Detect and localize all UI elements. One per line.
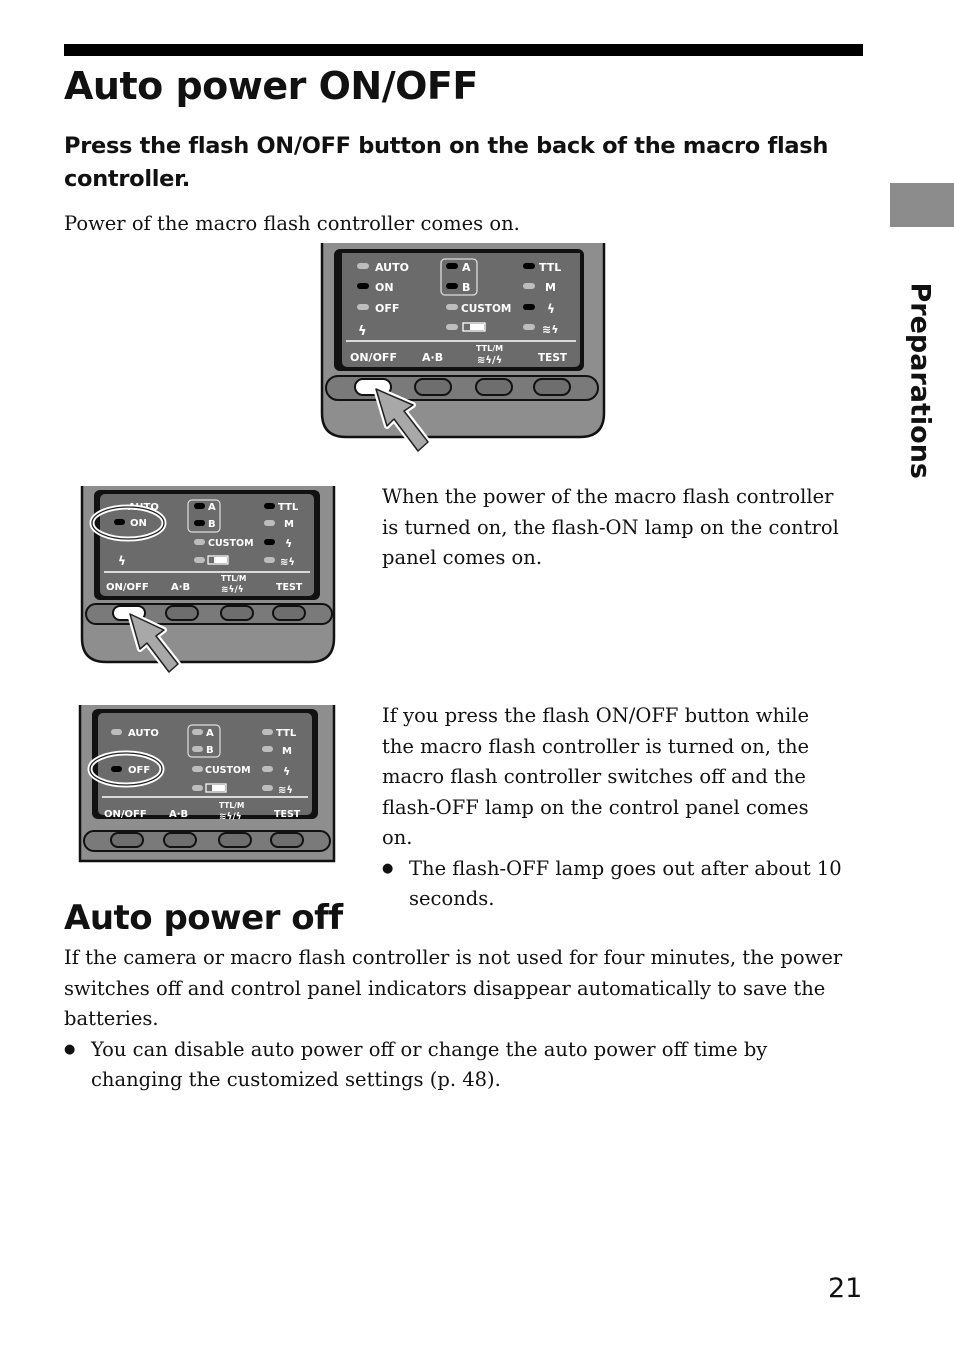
svg-text:OFF: OFF (128, 765, 151, 776)
svg-text:≋ϟ/ϟ: ≋ϟ/ϟ (219, 812, 242, 822)
svg-text:TTL/M: TTL/M (221, 574, 247, 583)
para-power-on: When the power of the macro flash controller is turned on, the flash-ON lamp on the control panel comes on. (382, 485, 839, 569)
auto-power-off-block (64, 943, 844, 1096)
svg-text:≋ϟ: ≋ϟ (280, 557, 295, 568)
off-led (357, 304, 369, 310)
svg-text:ϟ: ϟ (283, 765, 291, 778)
svg-text:A: A (208, 502, 216, 513)
control-panel-figure-1 (320, 243, 610, 455)
svg-text:ON/OFF: ON/OFF (106, 582, 149, 593)
svg-text:A·B: A·B (171, 582, 191, 593)
label-ttl: TTL (539, 261, 562, 274)
auto-power-off-heading: Auto power off (64, 898, 343, 938)
ttlm-button[interactable] (476, 379, 512, 395)
svg-text:≋ϟ: ≋ϟ (278, 785, 293, 796)
svg-text:≋ϟ/ϟ: ≋ϟ/ϟ (477, 355, 503, 366)
btn-label-ab: A·B (422, 351, 444, 364)
on-led (357, 283, 369, 289)
label-on: ON (375, 281, 394, 294)
label-off: OFF (375, 302, 400, 315)
step-heading: Press the flash ON/OFF button on the back of the macro flash controller. (64, 133, 829, 192)
svg-text:CUSTOM: CUSTOM (205, 765, 251, 776)
bullet-dot: ● (382, 860, 394, 876)
control-panel-figure-3 (78, 705, 338, 863)
svg-text:ON/OFF: ON/OFF (104, 809, 147, 820)
label-b: B (462, 281, 471, 294)
power-off-block (382, 701, 842, 915)
label-auto: AUTO (375, 261, 409, 274)
svg-text:ϟ: ϟ (547, 302, 555, 316)
svg-text:M: M (284, 519, 294, 530)
step-text: Power of the macro flash controller comes on. (64, 212, 520, 235)
page-title: Auto power ON/OFF (64, 64, 478, 108)
svg-text:A: A (206, 728, 214, 739)
label-a: A (462, 261, 471, 274)
test-button[interactable] (534, 379, 570, 395)
btn-label-test: TEST (538, 352, 568, 364)
svg-text:AUTO: AUTO (128, 728, 159, 739)
svg-text:B: B (208, 519, 216, 530)
bullet-off-lamp: ● The flash-OFF lamp goes out after about 10 seconds. (382, 854, 842, 915)
multi-flash-icon: ≋ϟ (542, 323, 559, 336)
svg-text:TTL: TTL (276, 728, 297, 739)
label-custom: CUSTOM (461, 303, 512, 315)
svg-text:B: B (206, 745, 214, 756)
svg-text:AUTO: AUTO (128, 502, 159, 513)
section-tab-marker (890, 183, 954, 227)
svg-text:ON: ON (130, 518, 147, 529)
btn-label-ttlm: TTL/M (476, 344, 504, 353)
label-m: M (545, 281, 556, 294)
svg-text:CUSTOM: CUSTOM (208, 538, 254, 549)
svg-text:TTL/M: TTL/M (219, 801, 245, 810)
btn-label-onoff: ON/OFF (350, 351, 397, 364)
para-auto-power-off: If the camera or macro flash controller is not used for four minutes, the power switches off and control panel indicators disappear automatically to save the batteries. (64, 946, 843, 1030)
para-power-off: If you press the flash ON/OFF button while the macro flash controller is turned on, the macro flash controller switches off and the flash-OFF lamp on the control panel comes on. (382, 704, 810, 849)
svg-text:M: M (282, 746, 292, 757)
bullet-auto-off-settings: ● You can disable auto power off or change the auto power off time by changing the customized settings (p. 48). (64, 1035, 844, 1096)
control-panel-figure-2 (80, 486, 342, 681)
svg-text:A·B: A·B (169, 809, 189, 820)
svg-text:TTL: TTL (278, 502, 299, 513)
section-tab-label: Preparations (904, 282, 936, 480)
svg-text:≋ϟ/ϟ: ≋ϟ/ϟ (221, 585, 244, 595)
svg-text:TEST: TEST (274, 809, 301, 820)
title-rule (64, 44, 863, 56)
svg-text:ϟ: ϟ (118, 554, 126, 568)
ab-button[interactable] (415, 379, 451, 395)
flash-symbol: ϟ (358, 324, 367, 339)
auto-led (357, 263, 369, 269)
svg-text:ϟ: ϟ (285, 537, 293, 550)
svg-text:TEST: TEST (276, 582, 303, 593)
page-number: 21 (828, 1273, 863, 1304)
bullet-dot: ● (64, 1041, 76, 1057)
